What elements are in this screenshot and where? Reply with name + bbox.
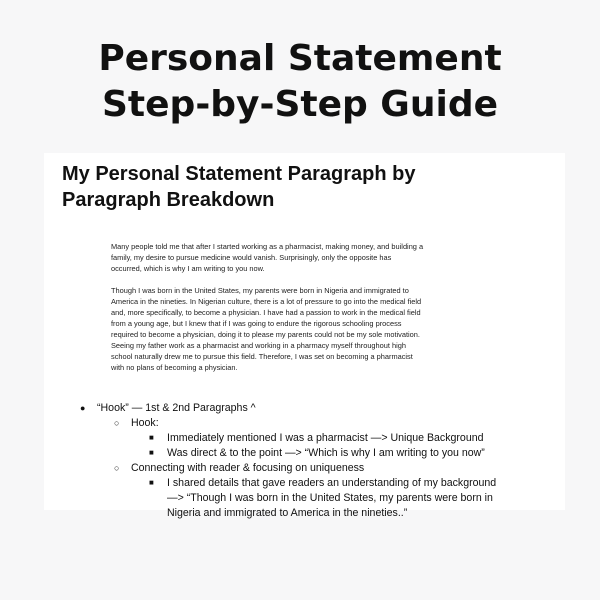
hollow-circle-bullet-icon: ○ bbox=[114, 418, 120, 428]
note-text: Nigeria and immigrated to America in the nineties..” bbox=[167, 507, 408, 519]
page-title-line-1: Personal Statement bbox=[98, 38, 502, 79]
essay-line: Though I was born in the United States, my parents were born in Nigeria and immigrated to bbox=[111, 286, 409, 295]
note-text: I shared details that gave readers an understanding of my background bbox=[167, 477, 497, 489]
essay-line: occurred, which is why I am writing to you now. bbox=[111, 264, 265, 273]
document-screenshot bbox=[44, 153, 565, 519]
note-text: Hook: bbox=[131, 417, 159, 429]
page-title-line-2: Step-by-Step Guide bbox=[102, 84, 498, 125]
square-bullet-icon: ■ bbox=[149, 448, 154, 457]
document-heading-line-1: My Personal Statement Paragraph by bbox=[62, 163, 416, 185]
page-title bbox=[0, 36, 600, 128]
essay-line: Many people told me that after I started working as a pharmacist, making money, and building a bbox=[111, 242, 424, 251]
essay-line: from a young age, but I knew that if I was going to endure the rigorous schooling process bbox=[111, 319, 402, 328]
note-text: Was direct & to the point —> “Which is why I am writing to you now” bbox=[167, 447, 485, 459]
note-text: “Hook” — 1st & 2nd Paragraphs ^ bbox=[97, 402, 256, 414]
document-heading bbox=[62, 161, 557, 213]
essay-paragraph-2 bbox=[111, 285, 491, 373]
hollow-circle-bullet-icon: ○ bbox=[114, 463, 120, 473]
essay-line: school naturally drew me to pursue this field. Therefore, I was set on becoming a pharmacist bbox=[111, 352, 413, 361]
note-text: —> “Though I was born in the United States, my parents were born in bbox=[167, 492, 493, 504]
note-text: Connecting with reader & focusing on uniqueness bbox=[131, 462, 365, 474]
essay-line: family, my desire to pursue medicine would vanish. Surprisingly, only the opposite has bbox=[111, 253, 392, 262]
essay-line: required to become a physician, doing it to please my parents could not be my sole motivation. bbox=[111, 330, 420, 339]
essay-line: and, more specifically, to become a physician. I have had a passion to work in the medical field bbox=[111, 308, 421, 317]
essay-line: Seeing my father work as a pharmacist and working in a pharmacy myself throughout high bbox=[111, 341, 406, 350]
note-text: Immediately mentioned I was a pharmacist —> Unique Background bbox=[167, 432, 484, 444]
square-bullet-icon: ■ bbox=[149, 478, 154, 487]
essay-line: with no plans of becoming a physician. bbox=[111, 363, 238, 372]
square-bullet-icon: ■ bbox=[149, 433, 154, 442]
essay-line: America in the nineties. In Nigerian culture, there is a lot of pressure to go into the medical field bbox=[111, 297, 422, 306]
essay-excerpt bbox=[111, 241, 491, 384]
essay-paragraph-1 bbox=[111, 241, 491, 274]
filled-circle-bullet-icon: ● bbox=[80, 403, 86, 413]
document-heading-line-2: Paragraph Breakdown bbox=[62, 189, 275, 211]
